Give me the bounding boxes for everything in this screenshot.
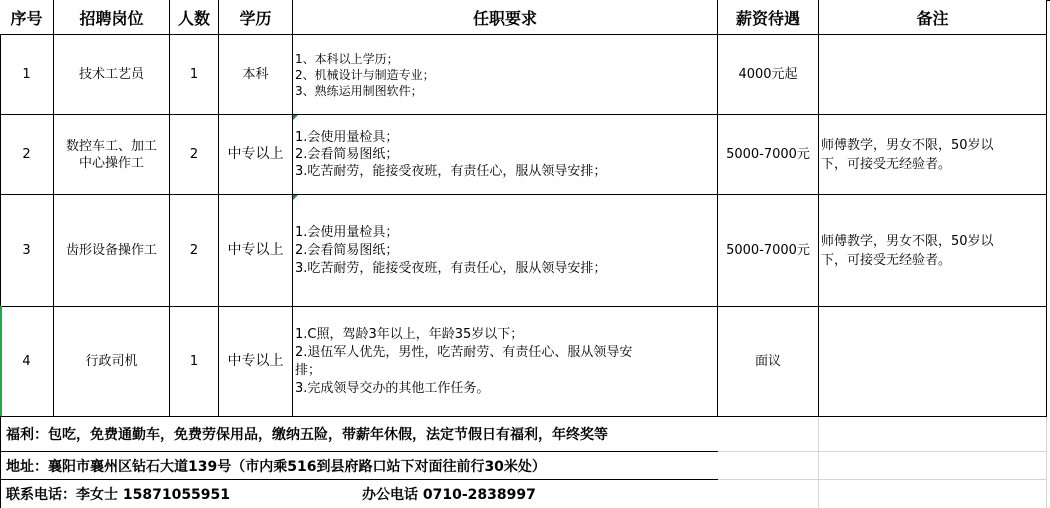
row2-req-1: 1.会使用量检具； <box>295 130 399 145</box>
row3-remarks-line1: 师傅教学，男女不限，50岁以 <box>821 233 994 249</box>
row2-education: 中专以上 <box>219 115 293 195</box>
header-requirements: 任职要求 <box>293 0 718 35</box>
row2-remarks-line1: 师傅教学，男女不限，50岁以 <box>821 137 994 153</box>
row4-position: 行政司机 <box>54 307 170 417</box>
row2-req-3: 3.吃苦耐劳，能接受夜班，有责任心，服从领导安排； <box>295 164 607 179</box>
row3-education: 中专以上 <box>219 195 293 307</box>
row4-count: 1 <box>170 307 219 417</box>
row1-position: 技术工艺员 <box>54 35 170 115</box>
header-salary: 薪资待遇 <box>718 0 819 35</box>
header-education: 学历 <box>219 0 293 35</box>
empty-cell <box>718 417 819 452</box>
row3-position: 齿形设备操作工 <box>54 195 170 307</box>
row2-remarks-line2: 下，可接受无经验者。 <box>821 156 952 172</box>
empty-cell <box>718 452 819 480</box>
footer-office-phone: 办公电话 0710-2838997 <box>362 487 536 503</box>
row4-education: 中专以上 <box>219 307 293 417</box>
row1-education: 本科 <box>219 35 293 115</box>
comment-marker <box>293 195 298 200</box>
header-remarks: 备注 <box>819 0 1047 35</box>
row4-req-1: 1.C照，驾龄3年以上，年龄35岁以下； <box>295 326 524 342</box>
row1-req-2: 2、机械设计与制造专业； <box>295 67 435 82</box>
row4-remarks <box>819 307 1047 417</box>
row3-req-3: 3.吃苦耐劳，能接受夜班，有责任心，服从领导安排； <box>295 260 607 276</box>
row3-salary: 5000-7000元 <box>718 195 819 307</box>
footer-welfare: 福利：包吃，免费通勤车，免费劳保用品，缴纳五险，带薪年休假，法定节假日有福利，年终奖等 <box>0 417 718 452</box>
row1-no: 1 <box>0 35 54 115</box>
row4-no: 4 <box>0 307 54 417</box>
row1-salary: 4000元起 <box>718 35 819 115</box>
row3-req-1: 1.会使用量检具； <box>295 224 399 240</box>
row1-count: 1 <box>170 35 219 115</box>
row3-remarks <box>819 195 1047 307</box>
row4-salary: 面议 <box>718 307 819 417</box>
row2-salary: 5000-7000元 <box>718 115 819 195</box>
row3-requirements <box>293 195 718 307</box>
header-position: 招聘岗位 <box>54 0 170 35</box>
row1-req-3: 3、熟练运用制图软件； <box>295 83 423 98</box>
header-no: 序号 <box>0 0 54 35</box>
row3-count: 2 <box>170 195 219 307</box>
row1-requirements <box>293 35 718 115</box>
row2-position <box>54 115 170 195</box>
row1-req-1: 1、本科以上学历； <box>295 51 399 66</box>
empty-cell <box>718 480 819 508</box>
empty-cell <box>819 480 1047 508</box>
header-count: 人数 <box>170 0 219 35</box>
footer-address: 地址：襄阳市襄州区钻石大道139号（市内乘516到县府路口站下对面往前行30米处） <box>0 452 718 480</box>
row2-no: 2 <box>0 115 54 195</box>
row2-position-line1: 数控车工、加工 <box>65 138 157 154</box>
row4-req-3: 3.完成领导交办的其他工作任务。 <box>295 380 490 396</box>
row4-req-2: 2.退伍军人优先，男性，吃苦耐劳、有责任心、服从领导安 <box>295 344 633 360</box>
row2-requirements <box>293 115 718 195</box>
footer-contact: 联系电话：李女士 15871055951 <box>6 487 231 503</box>
row4-requirements <box>293 307 718 417</box>
selection-edge <box>0 306 2 416</box>
row4-req-2b: 排； <box>295 362 322 378</box>
row2-remarks <box>819 115 1047 195</box>
empty-cell <box>819 417 1047 452</box>
row2-req-2: 2.会看简易图纸； <box>295 147 399 162</box>
row2-count: 2 <box>170 115 219 195</box>
row3-remarks-line2: 下，可接受无经验者。 <box>821 252 952 268</box>
row3-req-2: 2.会看简易图纸； <box>295 242 399 258</box>
row2-position-line2: 中心操作工 <box>78 155 144 171</box>
row1-remarks <box>819 35 1047 115</box>
empty-cell <box>819 452 1047 480</box>
comment-marker <box>293 115 298 120</box>
row3-no: 3 <box>0 195 54 307</box>
